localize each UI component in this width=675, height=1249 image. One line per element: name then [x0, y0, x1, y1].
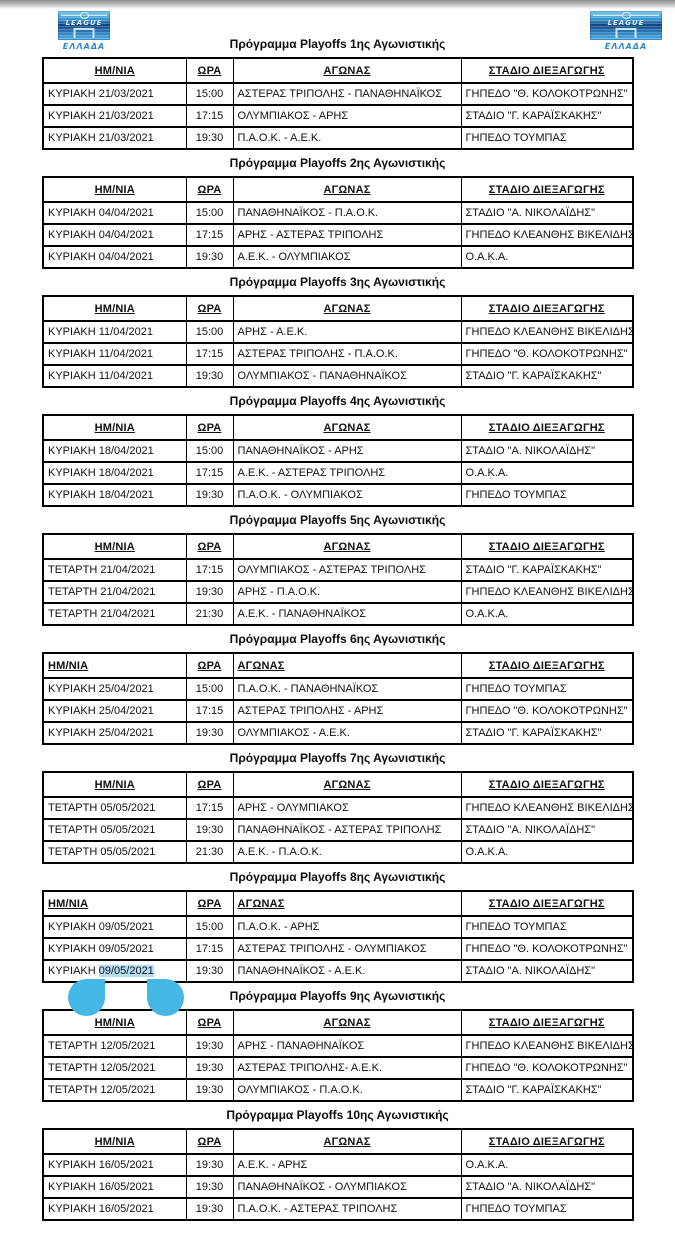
match-row: [43, 1057, 633, 1079]
schedule-table: [42, 1009, 634, 1102]
time-cell: 19:30: [186, 484, 233, 506]
match-cell: ΑΣΤΕΡΑΣ ΤΡΙΠΟΛΗΣ - ΟΛΥΜΠΙΑΚΟΣ: [233, 938, 461, 960]
match-row: [43, 841, 633, 863]
match-row: [43, 1035, 633, 1057]
column-header-date: ΗΜ/ΝΙΑ: [43, 296, 186, 321]
column-header-venue: ΣΤΑΔΙΟ ΔΙΕΞΑΓΩΓΗΣ: [461, 177, 633, 202]
schedule-block: [0, 1109, 675, 1221]
match-cell: ΠΑΝΑΘΗΝΑΪΚΟΣ - ΑΡΗΣ: [233, 440, 461, 462]
schedule-table: [42, 176, 634, 269]
match-cell: ΠΑΝΑΘΗΝΑΪΚΟΣ - ΑΣΤΕΡΑΣ ΤΡΙΠΟΛΗΣ: [233, 819, 461, 841]
match-row: [43, 224, 633, 246]
header-row: [43, 415, 633, 440]
time-cell: 19:30: [186, 365, 233, 387]
match-row: [43, 105, 633, 127]
match-cell: ΑΣΤΕΡΑΣ ΤΡΙΠΟΛΗΣ- Α.Ε.Κ.: [233, 1057, 461, 1079]
schedule-table: [42, 771, 634, 864]
time-cell: 19:30: [186, 127, 233, 149]
venue-cell: ΓΗΠΕΔΟ ΤΟΥΜΠΑΣ: [461, 916, 633, 938]
schedule-table: [42, 652, 634, 745]
schedule-table: [42, 1128, 634, 1221]
column-header-time: ΩΡΑ: [186, 534, 233, 559]
time-cell: 15:00: [186, 678, 233, 700]
match-cell: ΟΛΥΜΠΙΑΚΟΣ - Π.Α.Ο.Κ.: [233, 1079, 461, 1101]
schedule-table: [42, 295, 634, 388]
schedule-title: Πρόγραμμα Playoffs 1ης Αγωνιστικής: [229, 37, 446, 51]
match-cell: ΑΡΗΣ - Π.Α.Ο.Κ.: [233, 581, 461, 603]
date-cell: ΚΥΡΙΑΚΗ 09/05/2021: [43, 938, 186, 960]
match-row: [43, 365, 633, 387]
match-row: [43, 559, 633, 581]
date-cell: ΤΕΤΑΡΤΗ 12/05/2021: [43, 1035, 186, 1057]
super-league-icon: [590, 11, 662, 40]
match-cell: ΠΑΝΑΘΗΝΑΪΚΟΣ - Π.Α.Ο.Κ.: [233, 202, 461, 224]
column-header-venue: ΣΤΑΔΙΟ ΔΙΕΞΑΓΩΓΗΣ: [461, 415, 633, 440]
schedule-document: [0, 9, 675, 1221]
match-row: [43, 440, 633, 462]
schedule-title: Πρόγραμμα Playoffs 5ης Αγωνιστικής: [229, 513, 446, 527]
match-cell: ΑΡΗΣ - ΠΑΝΑΘΗΝΑΪΚΟΣ: [233, 1035, 461, 1057]
match-cell: ΟΛΥΜΠΙΑΚΟΣ - ΠΑΝΑΘΗΝΑΪΚΟΣ: [233, 365, 461, 387]
venue-cell: ΣΤΑΔΙΟ "Α. ΝΙΚΟΛΑΪΔΗΣ": [461, 960, 633, 982]
column-header-date: ΗΜ/ΝΙΑ: [43, 1129, 186, 1154]
schedule-title: Πρόγραμμα Playoffs 4ης Αγωνιστικής: [229, 394, 446, 408]
match-row: [43, 722, 633, 744]
logo-country-text: ΕΛΛΑΔΑ: [62, 42, 106, 51]
selection-handle-left-icon[interactable]: [68, 979, 105, 1016]
date-cell: ΚΥΡΙΑΚΗ 16/05/2021: [43, 1176, 186, 1198]
match-cell: ΑΣΤΕΡΑΣ ΤΡΙΠΟΛΗΣ - ΑΡΗΣ: [233, 700, 461, 722]
header-row: [43, 1129, 633, 1154]
time-cell: 19:30: [186, 819, 233, 841]
venue-cell: ΣΤΑΔΙΟ "Γ. ΚΑΡΑΪΣΚΑΚΗΣ": [461, 559, 633, 581]
match-row: [43, 1154, 633, 1176]
venue-cell: ΓΗΠΕΔΟ ΚΛΕΑΝΘΗΣ ΒΙΚΕΛΙΔΗΣ: [461, 224, 633, 246]
schedule-table: [42, 533, 634, 626]
match-cell: Α.Ε.Κ. - ΟΛΥΜΠΙΑΚΟΣ: [233, 246, 461, 268]
schedule-block: [0, 514, 675, 626]
time-cell: 17:15: [186, 343, 233, 365]
time-cell: 17:15: [186, 700, 233, 722]
column-header-time: ΩΡΑ: [186, 772, 233, 797]
schedule-title: Πρόγραμμα Playoffs 2ης Αγωνιστικής: [229, 156, 446, 170]
match-cell: Α.Ε.Κ. - ΑΡΗΣ: [233, 1154, 461, 1176]
date-cell: ΚΥΡΙΑΚΗ 04/04/2021: [43, 246, 186, 268]
schedule-block: [0, 752, 675, 864]
schedule-table: [42, 414, 634, 507]
match-cell: ΑΣΤΕΡΑΣ ΤΡΙΠΟΛΗΣ - Π.Α.Ο.Κ.: [233, 343, 461, 365]
header-row: [43, 177, 633, 202]
column-header-venue: ΣΤΑΔΙΟ ΔΙΕΞΑΓΩΓΗΣ: [461, 891, 633, 916]
time-cell: 19:30: [186, 722, 233, 744]
time-cell: 19:30: [186, 1079, 233, 1101]
logo-league-text: LEAGUE: [607, 19, 645, 27]
column-header-time: ΩΡΑ: [186, 891, 233, 916]
column-header-date: ΗΜ/ΝΙΑ: [43, 58, 186, 83]
match-row: [43, 678, 633, 700]
match-row: [43, 246, 633, 268]
match-row: [43, 819, 633, 841]
venue-cell: Ο.Α.Κ.Α.: [461, 462, 633, 484]
column-header-venue: ΣΤΑΔΙΟ ΔΙΕΞΑΓΩΓΗΣ: [461, 58, 633, 83]
match-row: [43, 916, 633, 938]
column-header-venue: ΣΤΑΔΙΟ ΔΙΕΞΑΓΩΓΗΣ: [461, 534, 633, 559]
match-row: [43, 1079, 633, 1101]
header-row: [43, 58, 633, 83]
venue-cell: ΣΤΑΔΙΟ "Α. ΝΙΚΟΛΑΪΔΗΣ": [461, 1176, 633, 1198]
date-cell: ΚΥΡΙΑΚΗ 09/05/2021: [43, 916, 186, 938]
selected-text[interactable]: 09/05/2021: [99, 965, 154, 977]
venue-cell: ΓΗΠΕΔΟ "Θ. ΚΟΛΟΚΟΤΡΩΝΗΣ": [461, 938, 633, 960]
match-cell: ΑΡΗΣ - ΑΣΤΕΡΑΣ ΤΡΙΠΟΛΗΣ: [233, 224, 461, 246]
time-cell: 15:00: [186, 440, 233, 462]
page-top-edge: [0, 0, 675, 9]
header-row: [43, 772, 633, 797]
match-cell: ΑΡΗΣ - Α.Ε.Κ.: [233, 321, 461, 343]
column-header-date: ΗΜ/ΝΙΑ: [43, 534, 186, 559]
match-row: [43, 1198, 633, 1220]
column-header-match: ΑΓΩΝΑΣ: [233, 1129, 461, 1154]
time-cell: 19:30: [186, 1176, 233, 1198]
venue-cell: ΣΤΑΔΙΟ "Α. ΝΙΚΟΛΑΪΔΗΣ": [461, 202, 633, 224]
column-header-date: ΗΜ/ΝΙΑ: [43, 1010, 186, 1035]
match-row: [43, 1176, 633, 1198]
schedule-block: [0, 38, 675, 150]
date-cell: ΚΥΡΙΑΚΗ 04/04/2021: [43, 202, 186, 224]
match-row: [43, 797, 633, 819]
header-row: [43, 534, 633, 559]
date-cell: ΤΕΤΑΡΤΗ 21/04/2021: [43, 581, 186, 603]
match-cell: Α.Ε.Κ. - Π.Α.Ο.Κ.: [233, 841, 461, 863]
schedule-table: [42, 890, 634, 983]
match-cell: ΑΡΗΣ - ΟΛΥΜΠΙΑΚΟΣ: [233, 797, 461, 819]
date-cell: ΚΥΡΙΑΚΗ 11/04/2021: [43, 365, 186, 387]
header-row: [43, 891, 633, 916]
match-row: [43, 484, 633, 506]
schedule-block: [0, 157, 675, 269]
date-cell: ΚΥΡΙΑΚΗ 18/04/2021: [43, 440, 186, 462]
schedule-block: [0, 276, 675, 388]
venue-cell: Ο.Α.Κ.Α.: [461, 841, 633, 863]
venue-cell: ΣΤΑΔΙΟ "Γ. ΚΑΡΑΪΣΚΑΚΗΣ": [461, 105, 633, 127]
column-header-match: ΑΓΩΝΑΣ: [233, 772, 461, 797]
match-cell: ΟΛΥΜΠΙΑΚΟΣ - ΑΣΤΕΡΑΣ ΤΡΙΠΟΛΗΣ: [233, 559, 461, 581]
super-league-icon: [58, 11, 110, 40]
column-header-venue: ΣΤΑΔΙΟ ΔΙΕΞΑΓΩΓΗΣ: [461, 1129, 633, 1154]
schedule-table: [42, 57, 634, 150]
schedule-title: Πρόγραμμα Playoffs 9ης Αγωνιστικής: [229, 989, 446, 1003]
time-cell: 17:15: [186, 224, 233, 246]
column-header-match: ΑΓΩΝΑΣ: [233, 177, 461, 202]
logo-country-text: ΕΛΛΑΔΑ: [604, 42, 648, 51]
time-cell: 17:15: [186, 462, 233, 484]
venue-cell: ΓΗΠΕΔΟ ΚΛΕΑΝΘΗΣ ΒΙΚΕΛΙΔΗΣ: [461, 321, 633, 343]
venue-cell: ΣΤΑΔΙΟ "Γ. ΚΑΡΑΪΣΚΑΚΗΣ": [461, 365, 633, 387]
logo-league-text: LEAGUE: [65, 19, 103, 27]
header-row: [43, 296, 633, 321]
time-cell: 15:00: [186, 83, 233, 105]
match-row: [43, 581, 633, 603]
time-cell: 15:00: [186, 916, 233, 938]
time-cell: 17:15: [186, 559, 233, 581]
match-row: [43, 603, 633, 625]
match-cell: ΑΣΤΕΡΑΣ ΤΡΙΠΟΛΗΣ - ΠΑΝΑΘΗΝΑΪΚΟΣ: [233, 83, 461, 105]
schedule-title: Πρόγραμμα Playoffs 10ης Αγωνιστικής: [226, 1108, 449, 1122]
date-cell: ΚΥΡΙΑΚΗ 09/05/2021: [43, 960, 186, 982]
schedule-block: [0, 395, 675, 507]
column-header-venue: ΣΤΑΔΙΟ ΔΙΕΞΑΓΩΓΗΣ: [461, 1010, 633, 1035]
column-header-match: ΑΓΩΝΑΣ: [233, 296, 461, 321]
time-cell: 17:15: [186, 797, 233, 819]
schedule-title: Πρόγραμμα Playoffs 3ης Αγωνιστικής: [229, 275, 446, 289]
column-header-venue: ΣΤΑΔΙΟ ΔΙΕΞΑΓΩΓΗΣ: [461, 772, 633, 797]
venue-cell: ΓΗΠΕΔΟ "Θ. ΚΟΛΟΚΟΤΡΩΝΗΣ": [461, 83, 633, 105]
match-cell: ΠΑΝΑΘΗΝΑΪΚΟΣ - ΟΛΥΜΠΙΑΚΟΣ: [233, 1176, 461, 1198]
venue-cell: ΓΗΠΕΔΟ "Θ. ΚΟΛΟΚΟΤΡΩΝΗΣ": [461, 700, 633, 722]
date-cell: ΤΕΤΑΡΤΗ 12/05/2021: [43, 1079, 186, 1101]
time-cell: 15:00: [186, 202, 233, 224]
column-header-time: ΩΡΑ: [186, 415, 233, 440]
schedule-title: Πρόγραμμα Playoffs 6ης Αγωνιστικής: [229, 632, 446, 646]
goal-icon: [616, 28, 637, 38]
date-cell: ΤΕΤΑΡΤΗ 21/04/2021: [43, 603, 186, 625]
time-cell: 19:30: [186, 1057, 233, 1079]
date-cell: ΤΕΤΑΡΤΗ 05/05/2021: [43, 819, 186, 841]
venue-cell: ΣΤΑΔΙΟ "Γ. ΚΑΡΑΪΣΚΑΚΗΣ": [461, 1079, 633, 1101]
column-header-match: ΑΓΩΝΑΣ: [233, 58, 461, 83]
date-cell: ΚΥΡΙΑΚΗ 11/04/2021: [43, 343, 186, 365]
schedule-title: Πρόγραμμα Playoffs 8ης Αγωνιστικής: [229, 870, 446, 884]
time-cell: 19:30: [186, 246, 233, 268]
time-cell: 21:30: [186, 603, 233, 625]
venue-cell: Ο.Α.Κ.Α.: [461, 246, 633, 268]
venue-cell: Ο.Α.Κ.Α.: [461, 1154, 633, 1176]
date-cell: ΚΥΡΙΑΚΗ 21/03/2021: [43, 105, 186, 127]
column-header-date: ΗΜ/ΝΙΑ: [43, 415, 186, 440]
venue-cell: ΓΗΠΕΔΟ "Θ. ΚΟΛΟΚΟΤΡΩΝΗΣ": [461, 343, 633, 365]
match-row: [43, 202, 633, 224]
ball-icon: [80, 12, 89, 19]
match-row: [43, 343, 633, 365]
date-cell: ΤΕΤΑΡΤΗ 05/05/2021: [43, 797, 186, 819]
match-row: [43, 960, 633, 982]
time-cell: 19:30: [186, 1198, 233, 1220]
column-header-match: ΑΓΩΝΑΣ: [233, 415, 461, 440]
match-cell: Π.Α.Ο.Κ. - Α.Ε.Κ.: [233, 127, 461, 149]
match-cell: ΟΛΥΜΠΙΑΚΟΣ - ΑΡΗΣ: [233, 105, 461, 127]
column-header-venue: ΣΤΑΔΙΟ ΔΙΕΞΑΓΩΓΗΣ: [461, 296, 633, 321]
match-cell: ΟΛΥΜΠΙΑΚΟΣ - Α.Ε.Κ.: [233, 722, 461, 744]
date-cell: ΤΕΤΑΡΤΗ 12/05/2021: [43, 1057, 186, 1079]
venue-cell: ΣΤΑΔΙΟ "Α. ΝΙΚΟΛΑΪΔΗΣ": [461, 440, 633, 462]
schedule-title: Πρόγραμμα Playoffs 7ης Αγωνιστικής: [229, 751, 446, 765]
venue-cell: ΓΗΠΕΔΟ ΚΛΕΑΝΘΗΣ ΒΙΚΕΛΙΔΗΣ: [461, 1035, 633, 1057]
time-cell: 17:15: [186, 938, 233, 960]
column-header-date: ΗΜ/ΝΙΑ: [43, 653, 186, 678]
match-row: [43, 127, 633, 149]
venue-cell: ΓΗΠΕΔΟ ΚΛΕΑΝΘΗΣ ΒΙΚΕΛΙΔΗΣ: [461, 797, 633, 819]
date-cell: ΚΥΡΙΑΚΗ 21/03/2021: [43, 127, 186, 149]
match-row: [43, 321, 633, 343]
header-row: [43, 653, 633, 678]
time-cell: 17:15: [186, 105, 233, 127]
super-league-logo-right: [590, 11, 662, 52]
date-cell: ΚΥΡΙΑΚΗ 16/05/2021: [43, 1198, 186, 1220]
goal-icon: [74, 28, 95, 38]
column-header-time: ΩΡΑ: [186, 296, 233, 321]
date-cell: ΚΥΡΙΑΚΗ 25/04/2021: [43, 700, 186, 722]
venue-cell: ΓΗΠΕΔΟ ΤΟΥΜΠΑΣ: [461, 484, 633, 506]
date-cell: ΚΥΡΙΑΚΗ 18/04/2021: [43, 462, 186, 484]
time-cell: 15:00: [186, 321, 233, 343]
column-header-time: ΩΡΑ: [186, 1010, 233, 1035]
match-cell: Α.Ε.Κ. - ΑΣΤΕΡΑΣ ΤΡΙΠΟΛΗΣ: [233, 462, 461, 484]
column-header-time: ΩΡΑ: [186, 653, 233, 678]
time-cell: 19:30: [186, 1154, 233, 1176]
selection-handle-right-icon[interactable]: [147, 979, 184, 1016]
column-header-match: ΑΓΩΝΑΣ: [233, 653, 461, 678]
date-cell: ΚΥΡΙΑΚΗ 25/04/2021: [43, 678, 186, 700]
column-header-match: ΑΓΩΝΑΣ: [233, 534, 461, 559]
date-cell: ΚΥΡΙΑΚΗ 25/04/2021: [43, 722, 186, 744]
date-cell: ΚΥΡΙΑΚΗ 04/04/2021: [43, 224, 186, 246]
column-header-time: ΩΡΑ: [186, 177, 233, 202]
time-cell: 19:30: [186, 1035, 233, 1057]
date-cell: ΚΥΡΙΑΚΗ 21/03/2021: [43, 83, 186, 105]
venue-cell: ΓΗΠΕΔΟ ΚΛΕΑΝΘΗΣ ΒΙΚΕΛΙΔΗΣ: [461, 581, 633, 603]
column-header-match: ΑΓΩΝΑΣ: [233, 1010, 461, 1035]
header-row: [43, 1010, 633, 1035]
time-cell: 21:30: [186, 841, 233, 863]
match-cell: Π.Α.Ο.Κ. - ΠΑΝΑΘΗΝΑΪΚΟΣ: [233, 678, 461, 700]
super-league-logo-left: [58, 11, 110, 52]
venue-cell: ΣΤΑΔΙΟ "Γ. ΚΑΡΑΪΣΚΑΚΗΣ": [461, 722, 633, 744]
date-cell: ΤΕΤΑΡΤΗ 21/04/2021: [43, 559, 186, 581]
match-row: [43, 83, 633, 105]
column-header-venue: ΣΤΑΔΙΟ ΔΙΕΞΑΓΩΓΗΣ: [461, 653, 633, 678]
column-header-date: ΗΜ/ΝΙΑ: [43, 177, 186, 202]
schedule-block: [0, 871, 675, 983]
match-row: [43, 700, 633, 722]
match-row: [43, 462, 633, 484]
column-header-time: ΩΡΑ: [186, 58, 233, 83]
column-header-date: ΗΜ/ΝΙΑ: [43, 891, 186, 916]
date-cell: ΚΥΡΙΑΚΗ 18/04/2021: [43, 484, 186, 506]
match-cell: ΠΑΝΑΘΗΝΑΪΚΟΣ - Α.Ε.Κ.: [233, 960, 461, 982]
column-header-time: ΩΡΑ: [186, 1129, 233, 1154]
time-cell: 19:30: [186, 960, 233, 982]
venue-cell: ΣΤΑΔΙΟ "Α. ΝΙΚΟΛΑΪΔΗΣ": [461, 819, 633, 841]
match-cell: Π.Α.Ο.Κ. - ΑΣΤΕΡΑΣ ΤΡΙΠΟΛΗΣ: [233, 1198, 461, 1220]
date-cell: ΚΥΡΙΑΚΗ 16/05/2021: [43, 1154, 186, 1176]
date-cell: ΚΥΡΙΑΚΗ 11/04/2021: [43, 321, 186, 343]
match-cell: Α.Ε.Κ. - ΠΑΝΑΘΗΝΑΪΚΟΣ: [233, 603, 461, 625]
schedule-blocks: [0, 38, 675, 1221]
date-cell: ΤΕΤΑΡΤΗ 05/05/2021: [43, 841, 186, 863]
ball-icon: [622, 12, 631, 19]
match-cell: Π.Α.Ο.Κ. - ΑΡΗΣ: [233, 916, 461, 938]
venue-cell: ΓΗΠΕΔΟ ΤΟΥΜΠΑΣ: [461, 127, 633, 149]
match-row: [43, 938, 633, 960]
venue-cell: ΓΗΠΕΔΟ ΤΟΥΜΠΑΣ: [461, 1198, 633, 1220]
venue-cell: ΓΗΠΕΔΟ ΤΟΥΜΠΑΣ: [461, 678, 633, 700]
column-header-date: ΗΜ/ΝΙΑ: [43, 772, 186, 797]
venue-cell: ΓΗΠΕΔΟ "Θ. ΚΟΛΟΚΟΤΡΩΝΗΣ": [461, 1057, 633, 1079]
venue-cell: Ο.Α.Κ.Α.: [461, 603, 633, 625]
column-header-match: ΑΓΩΝΑΣ: [233, 891, 461, 916]
time-cell: 19:30: [186, 581, 233, 603]
match-cell: Π.Α.Ο.Κ. - ΟΛΥΜΠΙΑΚΟΣ: [233, 484, 461, 506]
schedule-block: [0, 633, 675, 745]
